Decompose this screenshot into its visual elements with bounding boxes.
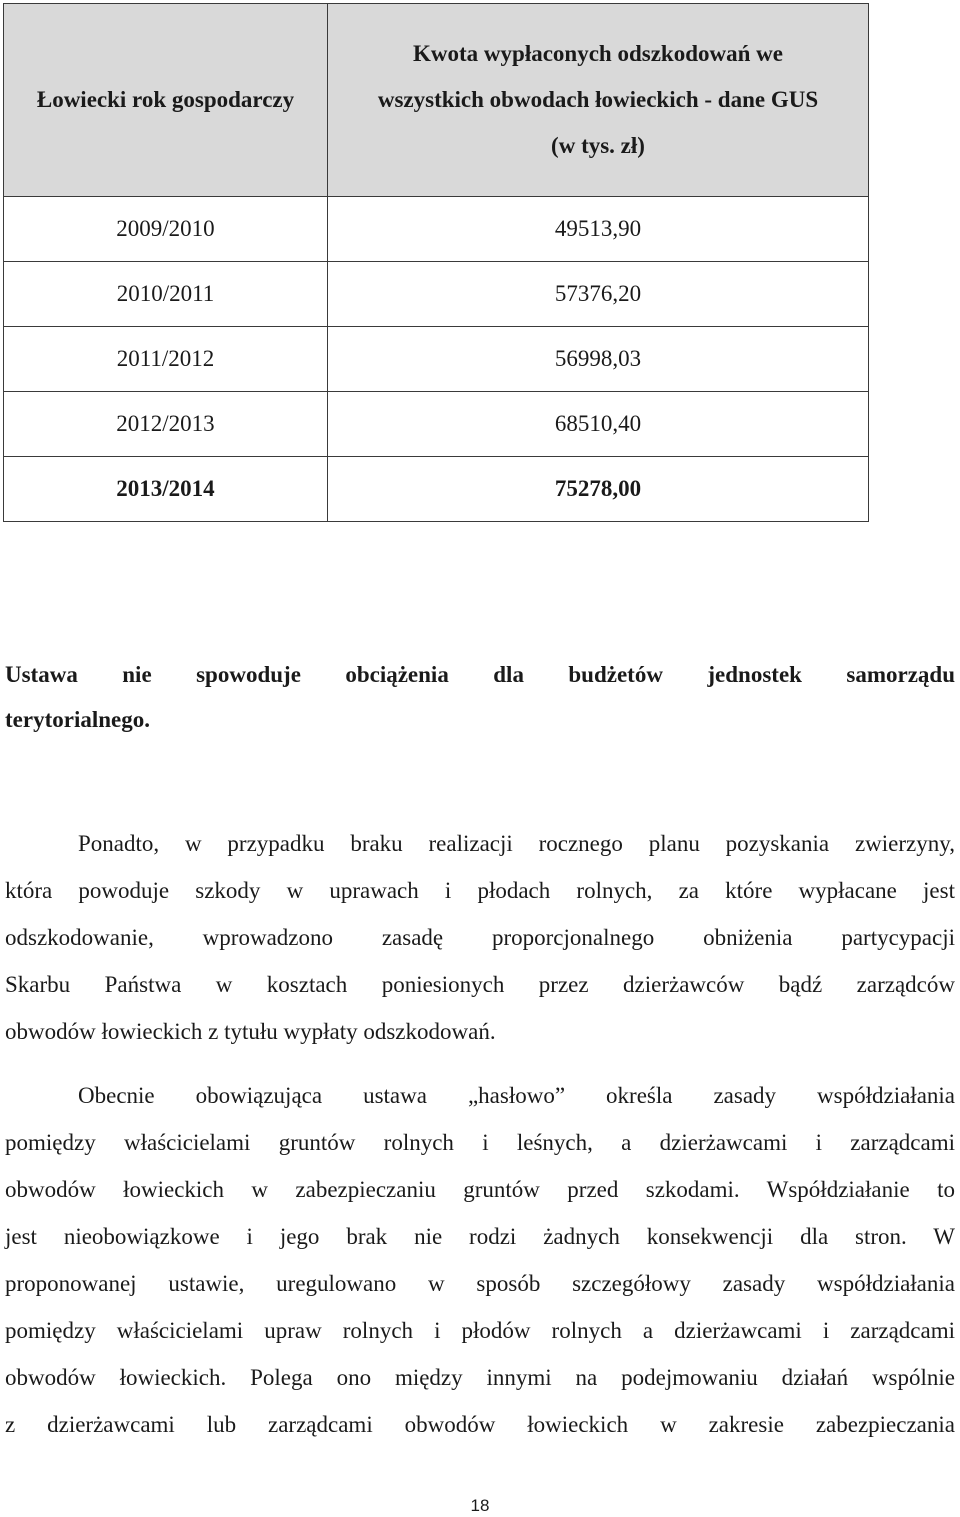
text-line: Skarbu Państwa w kosztach poniesionych przez dzierżawców bądź zarządców [5,972,955,997]
text-line: która powoduje szkody w uprawach i płodach rolnych, za które wypłacane jest [5,878,955,903]
text-line: pomiędzy właścicielami gruntów rolnych i leśnych, a dzierżawcami i zarządcami [5,1130,955,1155]
text-line: obwodów łowieckich z tytułu wypłaty odszkodowań. [5,1019,496,1044]
text-line: jest nieobowiązkowe i jego brak nie rodzi żadnych konsekwencji dla stron. W [5,1224,955,1249]
page-number: 18 [470,1496,490,1515]
table-header-row [4,4,869,197]
table-row [4,327,869,392]
text-line: z dzierżawcami lub zarządcami obwodów łowieckich w zakresie zabezpieczania [5,1412,955,1437]
cell-year: 2011/2012 [4,327,328,392]
header-line: wszystkich obwodach łowieckich - dane GUS [377,87,819,112]
cell-year: 2010/2011 [4,262,328,327]
header-line: (w tys. zł) [551,133,645,158]
paragraph-1 [5,820,955,1055]
cell-amount: 75278,00 [328,457,869,522]
table-row [4,262,869,327]
cell-amount: 56998,03 [328,327,869,392]
cell-year: 2013/2014 [4,457,328,522]
text-line: Ponadto, w przypadku braku realizacji rocznego planu pozyskania zwierzyny, [78,831,955,856]
cell-year: 2012/2013 [4,392,328,457]
table-row [4,392,869,457]
table-row [4,457,869,522]
cell-amount: 68510,40 [328,392,869,457]
text-line: proponowanej ustawie, uregulowano w sposób szczegółowy zasady współdziałania [5,1271,955,1296]
header-hunting-year: Łowiecki rok gospodarczy [4,4,328,197]
text-line: odszkodowanie, wprowadzono zasadę proporcjonalnego obniżenia partycypacji [5,925,955,950]
table-row [4,197,869,262]
budget-impact-note [5,652,955,742]
text-line: obwodów łowieckich. Polega ono między innymi na podejmowaniu działań wspólnie [5,1365,955,1390]
cell-year: 2009/2010 [4,197,328,262]
text-line: obwodów łowieckich w zabezpieczaniu gruntów przed szkodami. Współdziałanie to [5,1177,955,1202]
paragraph-2 [5,1072,955,1448]
text-line: Ustawa nie spowoduje obciążenia dla budżetów jednostek samorządu [5,662,955,687]
cell-amount: 49513,90 [328,197,869,262]
compensation-table [3,3,869,522]
text-line: terytorialnego. [5,707,150,732]
cell-amount: 57376,20 [328,262,869,327]
text-line: Obecnie obowiązująca ustawa „hasłowo” określa zasady współdziałania [78,1083,955,1108]
text-line: pomiędzy właścicielami upraw rolnych i płodów rolnych a dzierżawcami i zarządcami [5,1318,955,1343]
header-compensation-amount [328,4,869,197]
header-line: Kwota wypłaconych odszkodowań we [413,41,783,66]
